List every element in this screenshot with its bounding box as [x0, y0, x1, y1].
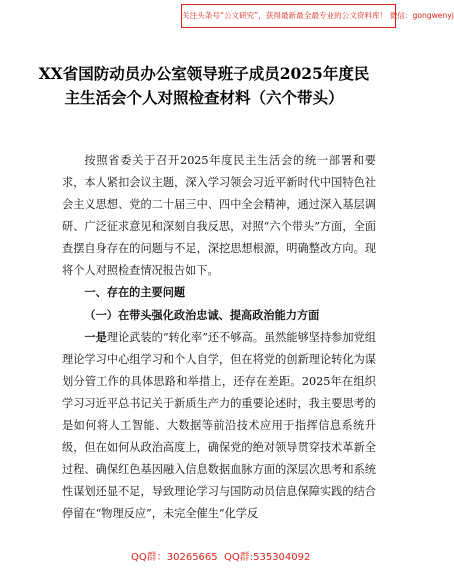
section-heading: 一、存在的主要问题	[84, 286, 186, 299]
promo-banner: 关注头条号“公文研究”，获得最新最全最专业的公文资料库！ 微信：gongwenyj	[181, 4, 396, 28]
subsection-heading: （一）在带头强化政治忠诚、提高政治能力方面	[84, 308, 320, 322]
paragraph-lead: 一是	[84, 330, 107, 344]
intro-paragraph: 按照省委关于召开2025年度民主生活会的统一部署和要求，本人紧扣会议主题，深入学习领会习近平新时代中国特色社会主义思想、党的二十届三中、四中全会精神，通过深入基层调研、广泛征求意见和深刻自我反思，对照“六个带头”方面，全面查摆自身存在的问题与不足，深挖思想根源，明确整改方向。现将个人对照检查情况报告如下。	[62, 154, 376, 277]
footer-qq-group-2: QQ群:535304092	[224, 552, 311, 563]
paragraph-text: 理论武装的“转化率”还不够高。虽然能够坚持参加党组理论学习中心组学习和个人自学，但在将党的创新理论转化为谋划分管工作的具体思路和举措上，还存在差距。2025年在组织学习习近平总书记关于新质生产力的重要论述时，我主要思考的是如何将人工智能、大数据等前沿技术应用于指挥信息系统升级，但在如何从政治高度上，确保党的绝对领导贯穿技术革新全过程、确保红色基因融入信息数据血脉方面的深层次思考和系统性谋划还显不足，导致理论学习与国防动员信息保障实践的结合停留在“物理反应”，未完全催生“化学反	[62, 331, 376, 520]
body-paragraph	[62, 326, 376, 525]
page-footer	[0, 547, 408, 569]
document-body	[62, 150, 376, 525]
document-title: XX省国防动员办公室领导班子成员2025年度民主生活会个人对照检查材料（六个带头）	[38, 64, 370, 107]
footer-qq-group-1: QQ群：30265665	[131, 552, 218, 563]
